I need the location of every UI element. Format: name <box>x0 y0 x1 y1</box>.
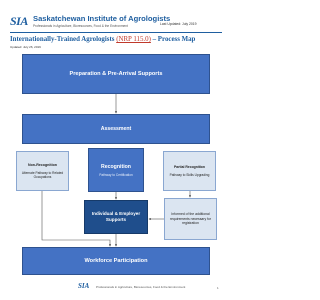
header-divider <box>10 32 222 33</box>
assessment-label: Assessment <box>100 126 132 132</box>
non-recognition-title: Non-Recognition <box>28 163 57 167</box>
partial-recognition-title: Partial Recognition <box>174 165 205 170</box>
workforce-participation-box <box>22 247 210 275</box>
page-title <box>10 36 195 43</box>
non-recognition-text: Alternate Pathway to Related Occupations <box>21 171 64 179</box>
sia-logo: SIA <box>10 14 28 28</box>
org-subtitle: Professionals in Agriculture, Bioresources, Food & the Environment <box>33 24 128 28</box>
page-number: 1 <box>217 286 219 290</box>
non-recognition-box <box>16 151 69 191</box>
last-updated: Last Updated: July 2019 <box>160 22 197 26</box>
title-main: Internationally-Trained Agrologists <box>10 36 115 43</box>
assessment-box <box>22 114 210 144</box>
org-name: Saskatchewan Institute of Agrologists <box>33 14 171 23</box>
supports-box <box>84 200 148 234</box>
footer-logo: SIA <box>78 282 90 290</box>
recognition-box <box>88 148 144 192</box>
title-reference-link[interactable]: (NRP 115.0) <box>116 36 151 43</box>
recognition-text: Pathway to Certification <box>99 172 133 177</box>
recognition-title: Recognition <box>101 163 131 170</box>
workforce-participation-label: Workforce Participation <box>84 258 148 264</box>
partial-recognition-text: Pathway to Skills Upgrading <box>169 172 210 177</box>
informed-requirements-label: Informed of the additional requirements necessary for registration <box>169 212 212 226</box>
informed-requirements-box <box>164 198 217 240</box>
supports-label: Individual & Employer Supports <box>91 211 141 222</box>
prep-supports-label: Preparation & Pre-Arrival Supports <box>69 71 163 77</box>
partial-recognition-box <box>163 151 216 191</box>
updated-date: Updated: July 26, 2019 <box>10 45 41 49</box>
footer-text: Professionals in Agriculture, Bioresources, Food & the Environment <box>96 285 186 289</box>
title-suffix: – Process Map <box>152 36 196 43</box>
prep-supports-box <box>22 54 210 94</box>
